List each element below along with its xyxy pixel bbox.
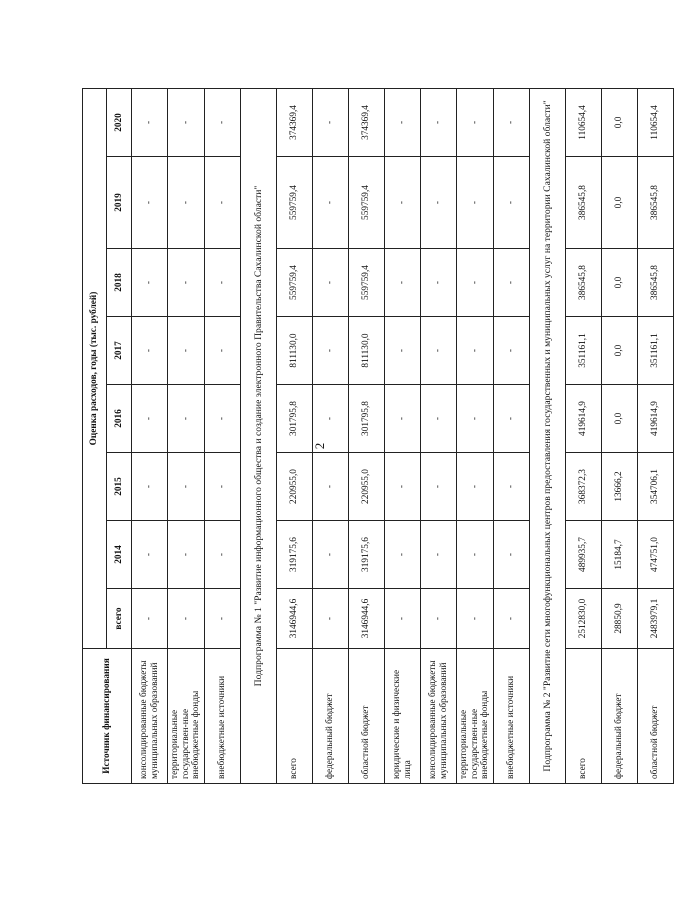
table-cell: - bbox=[168, 589, 205, 649]
table-cell: - bbox=[385, 385, 421, 453]
table-cell: 559759,4 bbox=[349, 157, 385, 249]
header-col: 2015 bbox=[107, 453, 132, 521]
table-cell: - bbox=[494, 317, 530, 385]
table-row bbox=[638, 88, 674, 783]
table-row bbox=[277, 88, 313, 783]
table-cell: - bbox=[385, 521, 421, 589]
table-cell: 374369,4 bbox=[349, 88, 385, 156]
table-cell: - bbox=[168, 157, 205, 249]
table-cell: - bbox=[421, 385, 457, 453]
subprogram-title: Подпрограмма № 1 "Развитие информационного общества и создание электронного Правительства Сахалинской области" bbox=[241, 88, 277, 783]
table-cell: - bbox=[132, 88, 168, 156]
header-source: Источник финансирования bbox=[83, 649, 132, 784]
table-cell: - bbox=[205, 249, 241, 317]
table-cell: - bbox=[457, 317, 494, 385]
table-cell: - bbox=[168, 249, 205, 317]
table-cell: - bbox=[494, 385, 530, 453]
table-row bbox=[602, 88, 638, 783]
row-label: территориальные государствен-ные внебюджетные фонды bbox=[168, 649, 205, 784]
row-label: территориальные государствен-ные внебюджетные фонды bbox=[457, 649, 494, 784]
table-cell: 3146944,6 bbox=[349, 589, 385, 649]
table-cell: - bbox=[205, 385, 241, 453]
table-cell: - bbox=[385, 317, 421, 385]
table-cell: 351161,1 bbox=[566, 317, 602, 385]
table-cell: - bbox=[457, 88, 494, 156]
table-cell: 368372,3 bbox=[566, 453, 602, 521]
table-cell: - bbox=[313, 385, 349, 453]
table-cell: 559759,4 bbox=[277, 249, 313, 317]
row-label: внебюджетные источники bbox=[494, 649, 530, 784]
table-cell: - bbox=[168, 521, 205, 589]
table-cell: - bbox=[132, 453, 168, 521]
table-cell: - bbox=[132, 249, 168, 317]
table-cell: - bbox=[494, 249, 530, 317]
table-row bbox=[385, 88, 421, 783]
row-label: областной бюджет bbox=[349, 649, 385, 784]
table-cell: - bbox=[494, 589, 530, 649]
subprogram-heading-row bbox=[530, 88, 566, 783]
subprogram-title: Подпрограмма № 2 "Развитие сети многофункциональных центров предоставления государственных и муниципальных услуг на территории Сахалинской области" bbox=[530, 88, 566, 783]
table-cell: - bbox=[205, 453, 241, 521]
table-cell: - bbox=[494, 453, 530, 521]
table-row bbox=[421, 88, 457, 783]
table-cell: - bbox=[421, 157, 457, 249]
table-cell: 110654,4 bbox=[638, 88, 674, 156]
table-cell: 386545,8 bbox=[566, 249, 602, 317]
table-cell: 0,0 bbox=[602, 249, 638, 317]
table-cell: - bbox=[132, 317, 168, 385]
table-cell: - bbox=[168, 453, 205, 521]
table-cell: 386545,8 bbox=[566, 157, 602, 249]
table-cell: - bbox=[421, 589, 457, 649]
table-cell: - bbox=[313, 249, 349, 317]
header-col: 2018 bbox=[107, 249, 132, 317]
table-cell: - bbox=[457, 249, 494, 317]
table-cell: - bbox=[494, 157, 530, 249]
table-cell: 351161,1 bbox=[638, 317, 674, 385]
table-cell: 319175,6 bbox=[349, 521, 385, 589]
table-cell: - bbox=[457, 157, 494, 249]
table-cell: 474751,0 bbox=[638, 521, 674, 589]
table-cell: 419614,9 bbox=[638, 385, 674, 453]
table-cell: 319175,6 bbox=[277, 521, 313, 589]
table-cell: - bbox=[205, 157, 241, 249]
table-cell: 2483979,1 bbox=[638, 589, 674, 649]
table-cell: - bbox=[421, 88, 457, 156]
table-cell: 386545,8 bbox=[638, 157, 674, 249]
table-cell: - bbox=[205, 88, 241, 156]
table-cell: - bbox=[457, 453, 494, 521]
table-cell: 559759,4 bbox=[349, 249, 385, 317]
row-label: юридические и физические лица bbox=[385, 649, 421, 784]
table-cell: - bbox=[205, 521, 241, 589]
table-cell: 811130,0 bbox=[349, 317, 385, 385]
table-cell: 354706,1 bbox=[638, 453, 674, 521]
table-row bbox=[205, 88, 241, 783]
table-row bbox=[494, 88, 530, 783]
table-cell: 301795,8 bbox=[277, 385, 313, 453]
table-cell: - bbox=[457, 521, 494, 589]
table-cell: 220955,0 bbox=[277, 453, 313, 521]
table-cell: - bbox=[494, 521, 530, 589]
header-col: 2017 bbox=[107, 317, 132, 385]
table-cell: 0,0 bbox=[602, 317, 638, 385]
header-col: 2019 bbox=[107, 157, 132, 249]
table-cell: 374369,4 bbox=[277, 88, 313, 156]
table-cell: - bbox=[385, 157, 421, 249]
table-cell: 0,0 bbox=[602, 385, 638, 453]
table-cell: - bbox=[421, 453, 457, 521]
table-cell: - bbox=[205, 317, 241, 385]
table-cell: - bbox=[313, 453, 349, 521]
table-cell: 13666,2 bbox=[602, 453, 638, 521]
header-col: 2014 bbox=[107, 521, 132, 589]
table-cell: - bbox=[421, 249, 457, 317]
row-label: областной бюджет bbox=[638, 649, 674, 784]
table-cell: - bbox=[313, 521, 349, 589]
table-cell: - bbox=[385, 88, 421, 156]
table-cell: - bbox=[421, 521, 457, 589]
table-cell: 419614,9 bbox=[566, 385, 602, 453]
table-cell: 489935,7 bbox=[566, 521, 602, 589]
table-cell: - bbox=[168, 385, 205, 453]
table-cell: 2512830,0 bbox=[566, 589, 602, 649]
table-cell: 559759,4 bbox=[277, 157, 313, 249]
table-row bbox=[168, 88, 205, 783]
table-cell: 0,0 bbox=[602, 157, 638, 249]
table-cell: - bbox=[385, 249, 421, 317]
table-cell: - bbox=[385, 453, 421, 521]
table-cell: 220955,0 bbox=[349, 453, 385, 521]
header-col: 2016 bbox=[107, 385, 132, 453]
table-row bbox=[457, 88, 494, 783]
table-cell: - bbox=[132, 157, 168, 249]
table-cell: - bbox=[421, 317, 457, 385]
table-cell: 3146944,6 bbox=[277, 589, 313, 649]
financing-table bbox=[82, 88, 674, 784]
table-cell: - bbox=[457, 385, 494, 453]
row-label: федеральный бюджет bbox=[602, 649, 638, 784]
table-cell: - bbox=[385, 589, 421, 649]
table-row bbox=[132, 88, 168, 783]
table-row bbox=[313, 88, 349, 783]
table-cell: 110654,4 bbox=[566, 88, 602, 156]
table-cell: - bbox=[168, 88, 205, 156]
table-cell: 811130,0 bbox=[277, 317, 313, 385]
table-cell: - bbox=[132, 521, 168, 589]
table-cell: - bbox=[132, 589, 168, 649]
table-cell: - bbox=[313, 317, 349, 385]
table-cell: 0,0 bbox=[602, 88, 638, 156]
table-cell: 28850,9 bbox=[602, 589, 638, 649]
row-label: всего bbox=[566, 649, 602, 784]
table-cell: 15184,7 bbox=[602, 521, 638, 589]
table-cell: - bbox=[313, 157, 349, 249]
table-row bbox=[349, 88, 385, 783]
row-label: всего bbox=[277, 649, 313, 784]
table-cell: - bbox=[168, 317, 205, 385]
table-cell: - bbox=[494, 88, 530, 156]
row-label: внебюджетные источники bbox=[205, 649, 241, 784]
table-cell: 386545,8 bbox=[638, 249, 674, 317]
subprogram-heading-row bbox=[241, 88, 277, 783]
table-cell: 301795,8 bbox=[349, 385, 385, 453]
table-body bbox=[132, 88, 674, 783]
header-estimate: Оценка расходов, годы (тыс. рублей) bbox=[83, 88, 107, 648]
header-col: всего bbox=[107, 589, 132, 649]
table-cell: - bbox=[313, 88, 349, 156]
header-col: 2020 bbox=[107, 88, 132, 156]
page-number: 2 bbox=[312, 442, 327, 450]
row-label: консолидированные бюджеты муниципальных образований bbox=[421, 649, 457, 784]
rotated-page bbox=[82, 89, 661, 784]
table-cell: - bbox=[132, 385, 168, 453]
row-label: федеральный бюджет bbox=[313, 649, 349, 784]
table-row bbox=[566, 88, 602, 783]
table-cell: - bbox=[205, 589, 241, 649]
row-label: консолидированные бюджеты муниципальных образований bbox=[132, 649, 168, 784]
table-cell: - bbox=[313, 589, 349, 649]
table-cell: - bbox=[457, 589, 494, 649]
